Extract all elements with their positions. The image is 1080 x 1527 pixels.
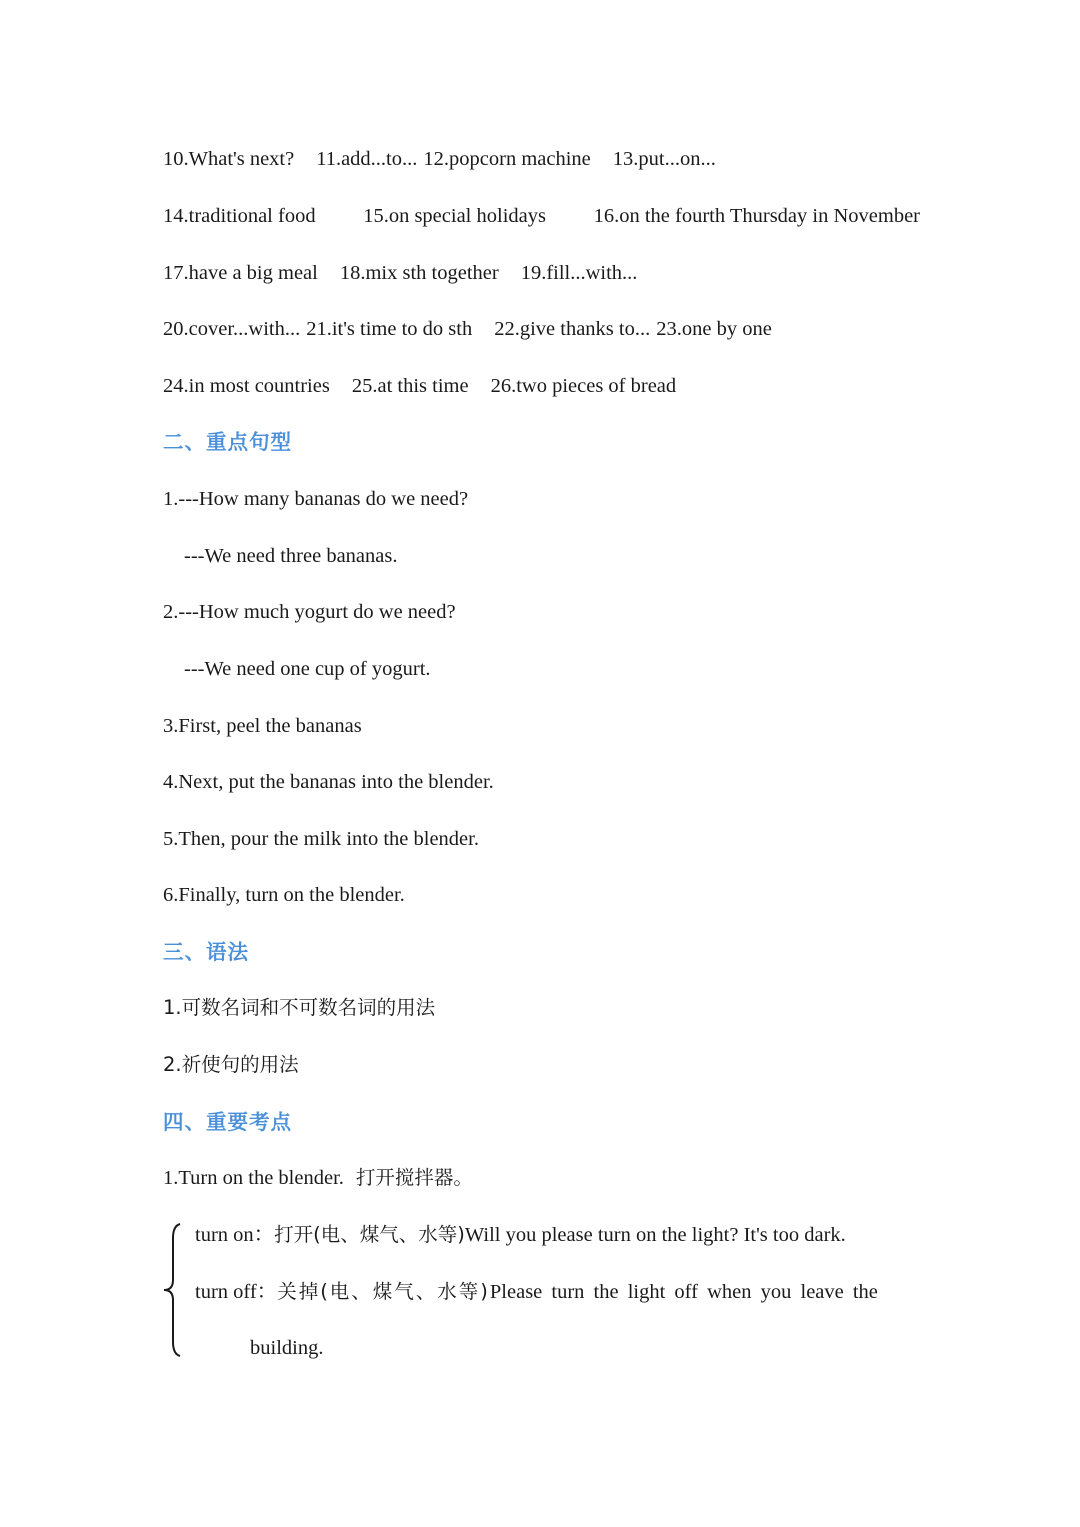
key-point-1-chinese: 打开搅拌器。 [355,1166,473,1189]
phrase-row-2 [163,199,920,233]
phrase-18: 18.mix sth together [339,262,499,284]
turn-off-example-continued: building. [250,1337,324,1359]
section-heading-key-points: 四、重要考点 [163,1110,292,1134]
section-heading-grammar: 三、语法 [163,940,249,964]
sentence-1-answer: ---We need three bananas. [184,545,398,567]
phrase-10: 10.What's next? [163,148,295,170]
curly-brace-icon [160,1222,184,1358]
phrase-19: 19.fill...with... [520,262,638,284]
sentence-6: 6.Finally, turn on the blender. [163,884,405,906]
turn-off-example: Please turn the light off when you leave the [489,1281,878,1303]
phrase-row-1 [163,142,716,176]
phrase-23: 23.one by one [656,318,772,340]
phrase-row-5 [163,369,676,403]
sentence-2-answer: ---We need one cup of yogurt. [184,658,431,680]
key-point-1-english: 1.Turn on the blender. [163,1167,344,1189]
phrase-15: 15.on special holidays [363,205,546,227]
sentence-5: 5.Then, pour the milk into the blender. [163,828,479,850]
phrase-25: 25.at this time [351,375,469,397]
turn-on-example: Will you please turn on the light? It's too dark. [464,1224,846,1246]
phrase-17: 17.have a big meal [163,262,318,284]
turn-off-term: turn off： [195,1281,278,1303]
sentence-2-question: 2.---How much yogurt do we need? [163,601,456,623]
phrase-12: 12.popcorn machine [423,148,591,170]
sentence-1-question: 1.---How many bananas do we need? [163,488,469,510]
phrase-24: 24.in most countries [163,375,330,397]
phrase-row-4 [163,312,772,346]
turn-on-entry [195,1218,846,1252]
key-point-1 [163,1161,473,1195]
grammar-point-1: 1.可数名词和不可数名词的用法 [163,996,436,1019]
turn-on-meaning: 打开(电、煤气、水等) [274,1223,465,1246]
grammar-point-2: 2.祈使句的用法 [163,1053,299,1076]
phrase-22: 22.give thanks to... [494,318,651,340]
phrase-13: 13.put...on... [612,148,716,170]
phrase-16: 16.on the fourth Thursday in November [593,205,920,227]
sentence-3: 3.First, peel the bananas [163,715,362,737]
phrase-21: 21.it's time to do sth [306,318,473,340]
phrase-20: 20.cover...with... [163,318,301,340]
section-heading-key-sentences: 二、重点句型 [163,430,292,454]
phrase-11: 11.add...to... [316,148,418,170]
phrase-26: 26.two pieces of bread [490,375,677,397]
turn-on-term: turn on： [195,1224,275,1246]
sentence-4: 4.Next, put the bananas into the blender. [163,771,494,793]
phrase-row-3 [163,256,637,290]
phrase-14: 14.traditional food [163,205,316,227]
turn-off-meaning: 关掉(电、煤气、水等) [277,1280,490,1303]
turn-off-entry [195,1275,878,1309]
